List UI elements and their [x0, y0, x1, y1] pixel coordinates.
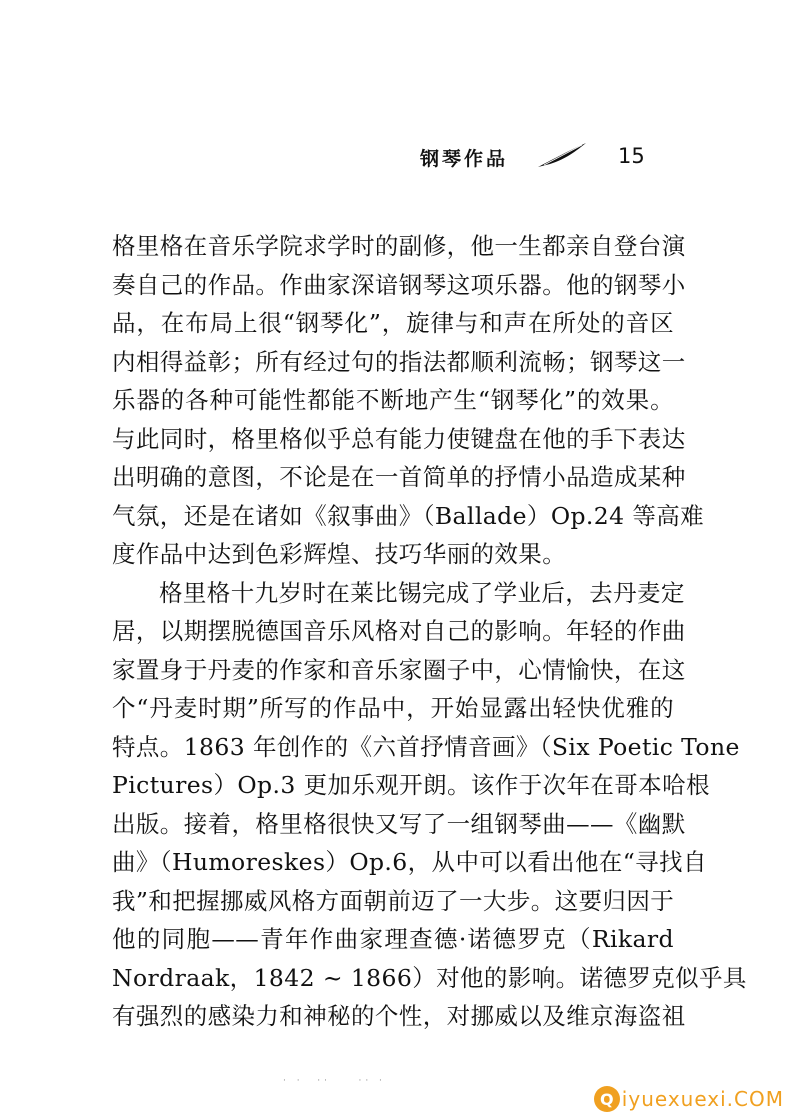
running-head-title: 钢琴作品 [420, 148, 509, 170]
text-line: 格里格在音乐学院求学时的副修，他一生都亲自登台演 [112, 232, 686, 260]
text-line: 家置身于丹麦的作家和音乐家圈子中，心情愉快，在这 [112, 655, 686, 684]
text-line: Nordraak，1842 ~ 1866）对他的影响。诺德罗克似乎具 [112, 963, 747, 992]
text-line: 奏自己的作品。作曲家深谙钢琴这项乐器。他的钢琴小 [112, 270, 686, 299]
text-line: 我”和把握挪威风格方面朝前迈了一大步。这要归因于 [112, 886, 675, 915]
watermark-text: iyuexuexi.COM [621, 1087, 784, 1111]
text-line: 品，在布局上很“钢琴化”，旋律与和声在所处的音区 [112, 309, 674, 337]
feather-quill-icon [536, 141, 588, 169]
body-text [112, 227, 747, 1036]
text-line: 度作品中达到色彩辉煌、技巧华丽的效果。 [112, 540, 567, 568]
text-line: 内相得益彰；所有经过句的指法都顺利流畅；钢琴这一 [112, 347, 686, 376]
text-line: 曲》（Humoreskes）Op.6，从中可以看出他在“寻找自 [112, 848, 707, 876]
page-header [418, 138, 678, 178]
site-watermark [594, 1086, 784, 1112]
text-line: 有强烈的感染力和神秘的个性，对挪威以及维京海盗祖 [112, 1002, 686, 1030]
text-line: Pictures）Op.3 更加乐观开朗。该作于次年在哥本哈根 [112, 771, 710, 799]
text-line: 气氛，还是在诸如《叙事曲》（Ballade）Op.24 等高难 [112, 501, 705, 530]
text-line: 出版。接着，格里格很快又写了一组钢琴曲——《幽默 [112, 809, 686, 838]
page-number: 15 [618, 144, 645, 168]
watermark-logo-icon: Q [594, 1086, 620, 1112]
text-line: 居，以期摆脱德国音乐风格对自己的影响。年轻的作曲 [112, 617, 686, 645]
text-line: 个“丹麦时期”所写的作品中，开始显露出轻快优雅的 [112, 694, 674, 722]
text-line: 特点。1863 年创作的《六首抒情音画》（Six Poetic Tone [112, 732, 740, 761]
text-line: 他的同胞——青年作曲家理查德·诺德罗克（Rikard [112, 925, 674, 953]
text-line: 格里格十九岁时在莱比锡完成了学业后，去丹麦定 [159, 578, 685, 607]
text-line: 乐器的各种可能性都能不断地产生“钢琴化”的效果。 [112, 386, 674, 414]
scan-noise-marks: · · ·· ·· · [283, 1076, 386, 1086]
text-line: 与此同时，格里格似乎总有能力使键盘在他的手下表达 [112, 424, 686, 453]
text-line: 出明确的意图，不论是在一首简单的抒情小品造成某种 [112, 463, 686, 491]
